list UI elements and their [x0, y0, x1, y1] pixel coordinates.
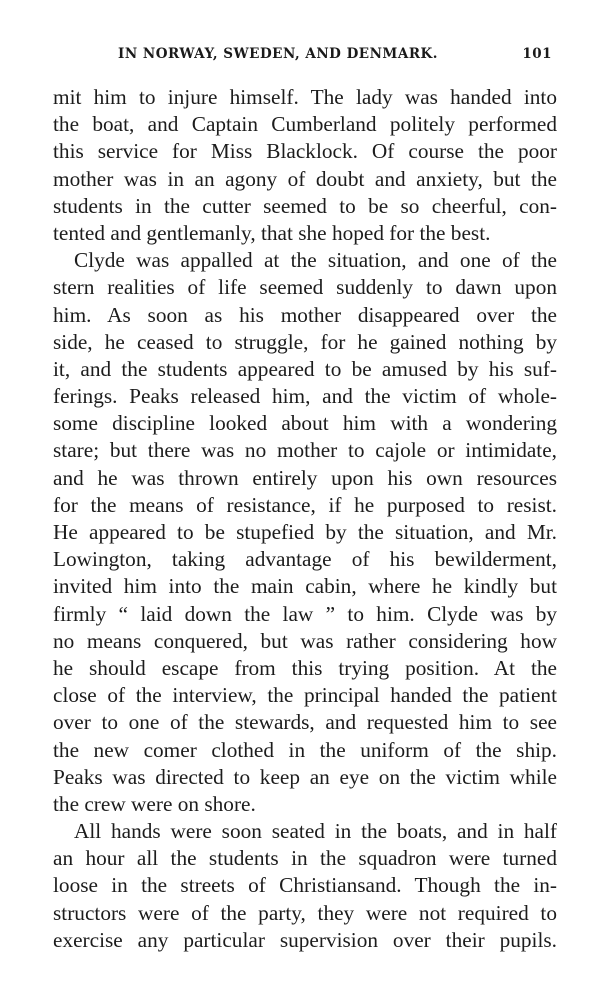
text-line: invited him into the main cabin, where he kindly but [53, 574, 557, 599]
text-line: no means conquered, but was rather considering how [53, 628, 557, 653]
text-line: stare; but there was no mother to cajole or intimidate, [53, 438, 557, 463]
text-line: it, and the students appeared to be amused by his suf- [53, 356, 557, 381]
running-head [56, 46, 556, 68]
text-line: and he was thrown entirely upon his own resources [53, 465, 557, 490]
text-line: he should escape from this trying position. At the [53, 655, 557, 680]
text-line: exercise any particular supervision over their pupils. [53, 927, 557, 952]
text-line: side, he ceased to struggle, for he gained nothing by [53, 329, 557, 354]
text-line: him. As soon as his mother disappeared over the [53, 302, 557, 327]
text-line: students in the cutter seemed to be so cheerful, con- [53, 193, 557, 218]
running-title: IN NORWAY, SWEDEN, AND DENMARK. [118, 46, 438, 62]
text-line: an hour all the students in the squadron were turned [53, 846, 557, 871]
text-line: the boat, and Captain Cumberland politely performed [53, 112, 557, 137]
text-line: tented and gentlemanly, that she hoped for the best. [53, 220, 491, 245]
text-line: structors were of the party, they were not required to [53, 900, 557, 925]
text-line: stern realities of life seemed suddenly to dawn upon [53, 275, 557, 300]
text-line: All hands were soon seated in the boats, and in half [74, 819, 557, 844]
page-number: 101 [522, 46, 552, 62]
text-line: this service for Miss Blacklock. Of course the poor [53, 139, 557, 164]
text-line: Lowington, taking advantage of his bewilderment, [53, 547, 557, 572]
text-line: ferings. Peaks released him, and the victim of whole- [53, 384, 557, 409]
text-line: the crew were on shore. [53, 791, 256, 816]
text-line: over to one of the stewards, and requested him to see [53, 710, 557, 735]
text-line: mit him to injure himself. The lady was handed into [53, 85, 557, 109]
text-line: some discipline looked about him with a wondering [53, 411, 557, 436]
text-line: mother was in an agony of doubt and anxiety, but the [53, 166, 557, 191]
text-line: Peaks was directed to keep an eye on the victim while [53, 764, 557, 789]
text-line: Clyde was appalled at the situation, and one of the [74, 248, 557, 273]
text-line: loose in the streets of Christiansand. Though the in- [53, 873, 557, 898]
body-text [53, 84, 557, 954]
text-line: close of the interview, the principal handed the patient [53, 683, 557, 708]
paragraph-3 [53, 818, 557, 954]
paragraph-2 [53, 247, 557, 818]
text-line: the new comer clothed in the uniform of the ship. [53, 737, 557, 762]
text-line: firmly “ laid down the law ” to him. Clyde was by [53, 601, 557, 626]
text-line: He appeared to be stupefied by the situation, and Mr. [53, 520, 557, 544]
paragraph-1 [53, 84, 557, 247]
text-line: for the means of resistance, if he purposed to resist. [53, 492, 557, 517]
